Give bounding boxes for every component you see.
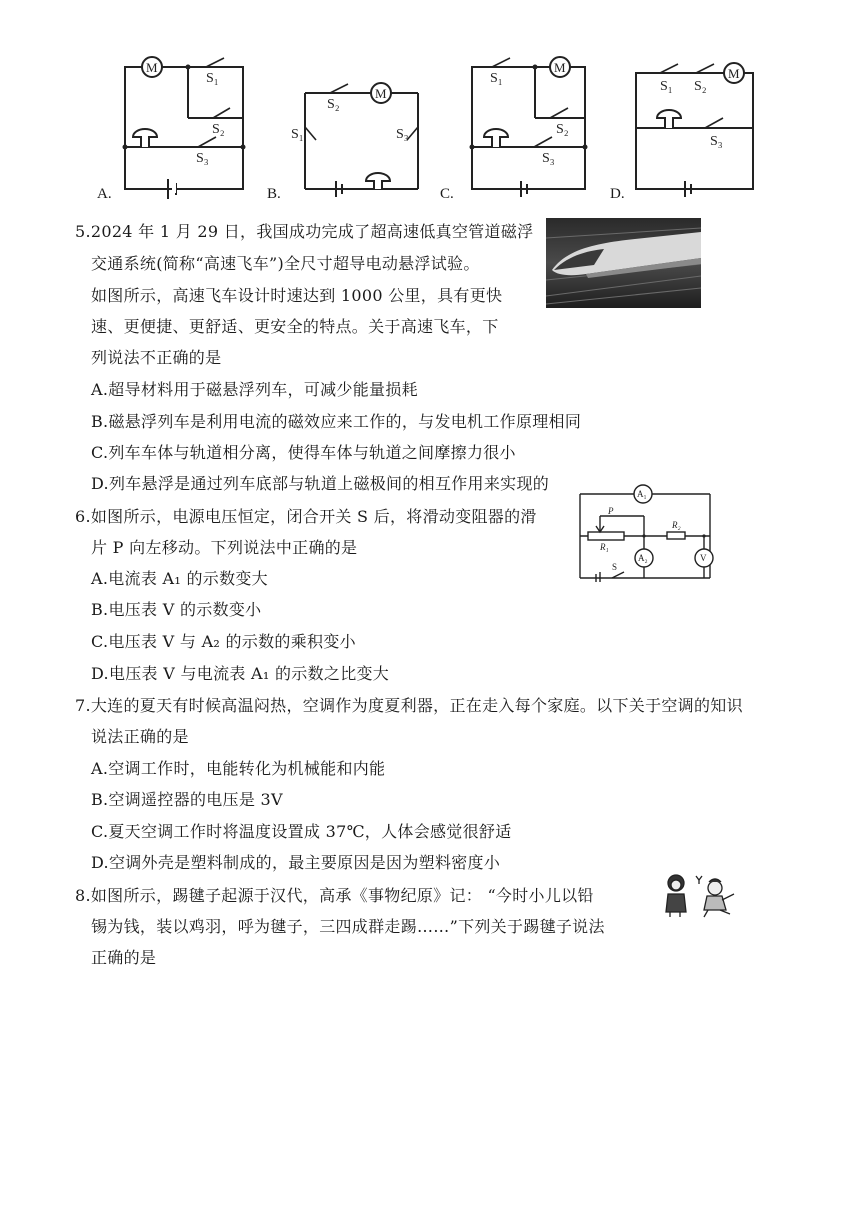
svg-text:S₂: S₂ [556,122,569,137]
q8-stem-line-3: 正确的是 [91,948,157,967]
figure-c-label: C. [440,186,454,202]
figure-a-label: A. [97,186,112,202]
q5-stem-line-4: 速、更便捷、更舒适、更安全的特点。关于高速飞车，下 [91,317,499,336]
q6-option-d: D.电压表 V 与电流表 A₁ 的示数之比变大 [91,664,390,683]
q7-option-d: D.空调外壳是塑料制成的，最主要原因是因为塑料密度小 [91,853,501,872]
q7-option-c: C.夏天空调工作时将温度设置成 37℃，人体会感觉很舒适 [91,822,512,841]
ammeter-a1-label: A₁ [637,489,647,499]
q7-stem-line-2: 说法正确的是 [91,727,189,746]
circuit-a [125,57,243,199]
ammeter-a2-label: A₂ [638,553,648,563]
q5-stem-line-2: 交通系统(简称“高速飞车”)全尺寸超导电动悬浮试验。 [91,254,480,273]
q6-option-b: B.电压表 V 的示数变小 [91,600,262,619]
svg-text:S₂: S₂ [327,97,340,112]
q7-option-b: B.空调遥控器的电压是 3V [91,790,283,809]
q6-stem-line-1: 6.如图所示，电源电压恒定，闭合开关 S 后，将滑动变阻器的滑 [75,507,537,526]
q5-stem-line-5: 列说法不正确的是 [91,348,222,367]
svg-text:M: M [375,86,387,101]
svg-text:S₃: S₃ [396,127,409,142]
q6-option-a: A.电流表 A₁ 的示数变大 [91,569,268,588]
voltmeter-label: V [700,553,707,563]
q5-option-d: D.列车悬浮是通过列车底部与轨道上磁极间的相互作用来实现的 [91,474,550,493]
r1-label: R₁ [600,542,609,552]
q8-stem-line-1: 8.如图所示，踢毽子起源于汉代，高承《事物纪原》记： “今时小儿以铅 [75,886,594,905]
svg-text:M: M [146,60,158,75]
svg-text:S₁: S₁ [490,71,503,86]
svg-text:S₃: S₃ [710,134,723,149]
figure-d-label: D. [610,186,625,202]
q4-circuit-figures [0,0,860,210]
q5-option-c: C.列车车体与轨道相分离，使得车体与轨道之间摩擦力很小 [91,443,516,462]
q5-stem-line-1: 5.2024 年 1 月 29 日，我国成功完成了超高速低真空管道磁浮 [75,222,534,241]
q5-stem-line-3: 如图所示，高速飞车设计时速达到 1000 公里，具有更快 [91,286,503,305]
svg-text:S₂: S₂ [212,122,225,137]
q6-option-c: C.电压表 V 与 A₂ 的示数的乘积变小 [91,632,356,651]
r2-label: R₂ [672,520,681,530]
svg-text:S₃: S₃ [542,151,555,166]
q6-circuit-diagram [574,482,719,582]
q7-option-a: A.空调工作时，电能转化为机械能和内能 [91,759,386,778]
svg-text:M: M [554,60,566,75]
svg-text:S₁: S₁ [206,71,219,86]
q5-option-a: A.超导材料用于磁悬浮列车，可减少能量损耗 [91,380,418,399]
shuttlecock-kids-illustration [660,872,742,918]
slider-p-label: P [608,506,614,516]
switch-s-label: S [612,562,618,572]
maglev-train-photo [546,218,701,308]
svg-text:S₂: S₂ [694,79,707,94]
q8-stem-line-2: 锡为钱，装以鸡羽，呼为毽子，三四成群走踢……”下列关于踢毽子说法 [91,917,605,936]
figure-b-label: B. [267,186,281,202]
q5-option-b: B.磁悬浮列车是利用电流的磁效应来工作的，与发电机工作原理相同 [91,412,582,431]
svg-text:M: M [728,66,740,81]
svg-text:S₃: S₃ [196,151,209,166]
svg-text:S₁: S₁ [660,79,673,94]
q7-stem-line-1: 7.大连的夏天有时候高温闷热，空调作为度夏利器，正在走入每个家庭。以下关于空调的知识 [75,696,743,715]
svg-text:S₁: S₁ [291,127,304,142]
q6-stem-line-2: 片 P 向左移动。下列说法中正确的是 [91,538,358,557]
